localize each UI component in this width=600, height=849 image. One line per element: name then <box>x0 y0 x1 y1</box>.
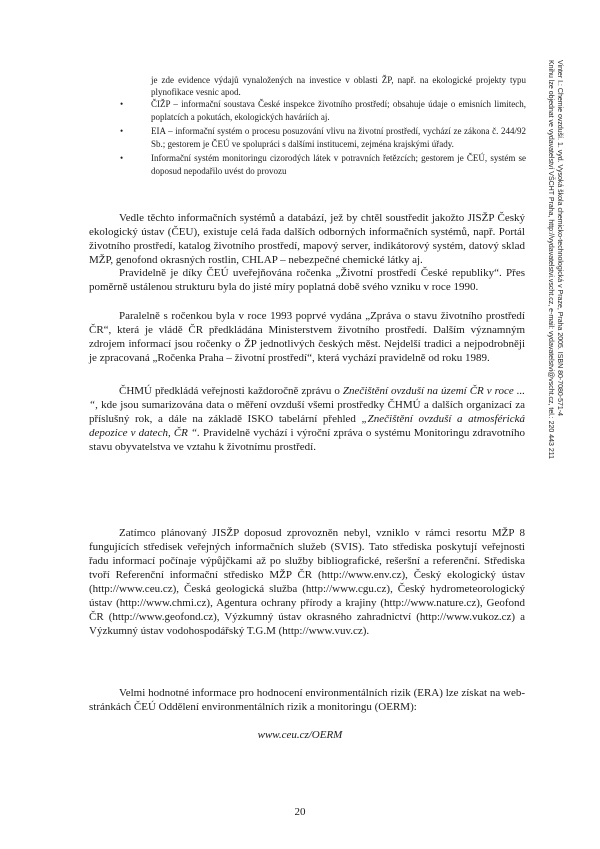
paragraph-other-systems: Vedle těchto informačních systémů a databází, jež by chtěl soustředit jakožto JISŽP Český ekologický ústav (ČEU), existuje celá řada dalších odborných informačních systémů, např. Portál životního prostředí, katalog životního prostředí, mapový server, indikátorový systém, datový sklad MŽP, genofond okrasných rostlin, CHLAP – nebezpečné chemické látky aj. <box>89 212 525 266</box>
bullet-item: • ČIŽP – informační soustava České inspekce životního prostředí; obsahuje údaje o emisních limitech, poplatcích a pokutách, ekologických haváriích aj. <box>120 98 526 123</box>
side-note-line-1: Vinter I.: Chemie ovzduší. 1. vyd. Vysoká škola chemicko-technologická v Praze, Praha 2005. ISBN 80-7080-571-4 <box>556 60 563 417</box>
oerm-url: www.ceu.cz/OERM <box>257 729 343 741</box>
chmu-report-title: Znečištění ovzduší na území ČR v roce ... “, <box>89 385 526 411</box>
paragraph-state-report: Paralelně s ročenkou byla v roce 1993 poprvé vydána „Zpráva o stavu životního prostředí ČR“, která je vládě ČR předkládána Ministerstvem životního prostředí. Dalším významným zdrojem informací jsou ročenky o ŽP jednotlivých českých měst. Nejdelší tradici a nejpodrobněji je zpracovaná „Ročenka Praha – životní prostředí“, která vychází pravidelně od roku 1989. <box>89 310 525 364</box>
paragraph-chmu-report <box>89 384 525 454</box>
side-note-line-2: Knihu lze objednat ve vydavatelství VŠCHT Praha, http://vydavatelstvi.vscht.cz, e-mail: vydavatelstvi@vscht.cz, tel.: 220 443 211 <box>547 60 554 460</box>
paragraph-era: Velmi hodnotné informace pro hodnocení environmentálních rizik (ERA) lze získat na web-stránkách ČEÚ Oddělení environmentálních rizik a monitoringu (OERM): <box>89 687 525 713</box>
chmu-text-c: Pravidelně vychází i výroční zpráva o systému Monitoringu zdravotního stavu obyvatelstva ve vztahu k životnímu prostředí. <box>89 427 525 453</box>
page-number: 20 <box>294 806 306 818</box>
continuation-text: je zde evidence výdajů vynaložených na investice v oblasti ŽP, např. na ekologické projekty typu plynofikace vesnic apod. <box>151 75 526 97</box>
paragraph-svis: Zatímco plánovaný JISŽP doposud zprovozněn nebyl, vzniklo v rámci resortu MŽP 8 fungujících středisek veřejných informačních služeb (SVIS). Tato střediska poskytují veřejnosti řadu informací počínaje výpůjčkami až po služby bibliografické, rešeršní a referenční. Střediska tvoří Referenční informační středisko MŽP ČR (http://www.env.cz), Český ekologický ústav (http://www.ceu.cz), Česká geologická služba (http://www.cgu.cz), Český hydrometeorologický ústav (http://www.chmi.cz), Agentura ochrany přírody a krajiny (http://www.nature.cz), Geofond ČR (http://www.geofond.cz), Výzkumný ústav okrasného zahradnictví (http://www.vukoz.cz) a Výzkumný ústav vodohospodářský T.G.M (http://www.vuv.cz). <box>89 527 525 637</box>
side-citation-note <box>546 60 564 459</box>
chmu-text-b: kde jsou sumarizována data o měření ovzduší všemi prostředky ČHMÚ a dalších organizací za příslušný rok, a dále na základě ISKO tabelární přehled <box>89 399 525 425</box>
paragraph-yearbook: Pravidelně je díky ČEÚ uveřejňována ročenka „Životní prostředí České republiky“. Přes poměrně ustálenou strukturu byla do jisté míry poplatná době svého vzniku v roce 1990. <box>89 267 525 293</box>
isko-overview-title: „Znečištění ovzduší a atmosférická depozice v datech, ČR “. <box>89 413 525 439</box>
bullet-item: • EIA – informační systém o procesu posuzování vlivu na životní prostředí, vychází ze zákona č. 244/92 Sb.; gestorem je ČEÚ ve spolupráci s dalšími institucemi, zejména krajskými úřady. <box>120 125 526 150</box>
bullet-list <box>120 98 526 179</box>
bullet-item: • Informační systém monitoringu cizorodých látek v potravních řetězcích; gestorem je ČEÚ, systém se doposud nepodařilo uvést do provozu <box>120 152 526 177</box>
chmu-text-a: ČHMÚ předkládá veřejnosti každoročně zprávu o <box>119 385 343 397</box>
